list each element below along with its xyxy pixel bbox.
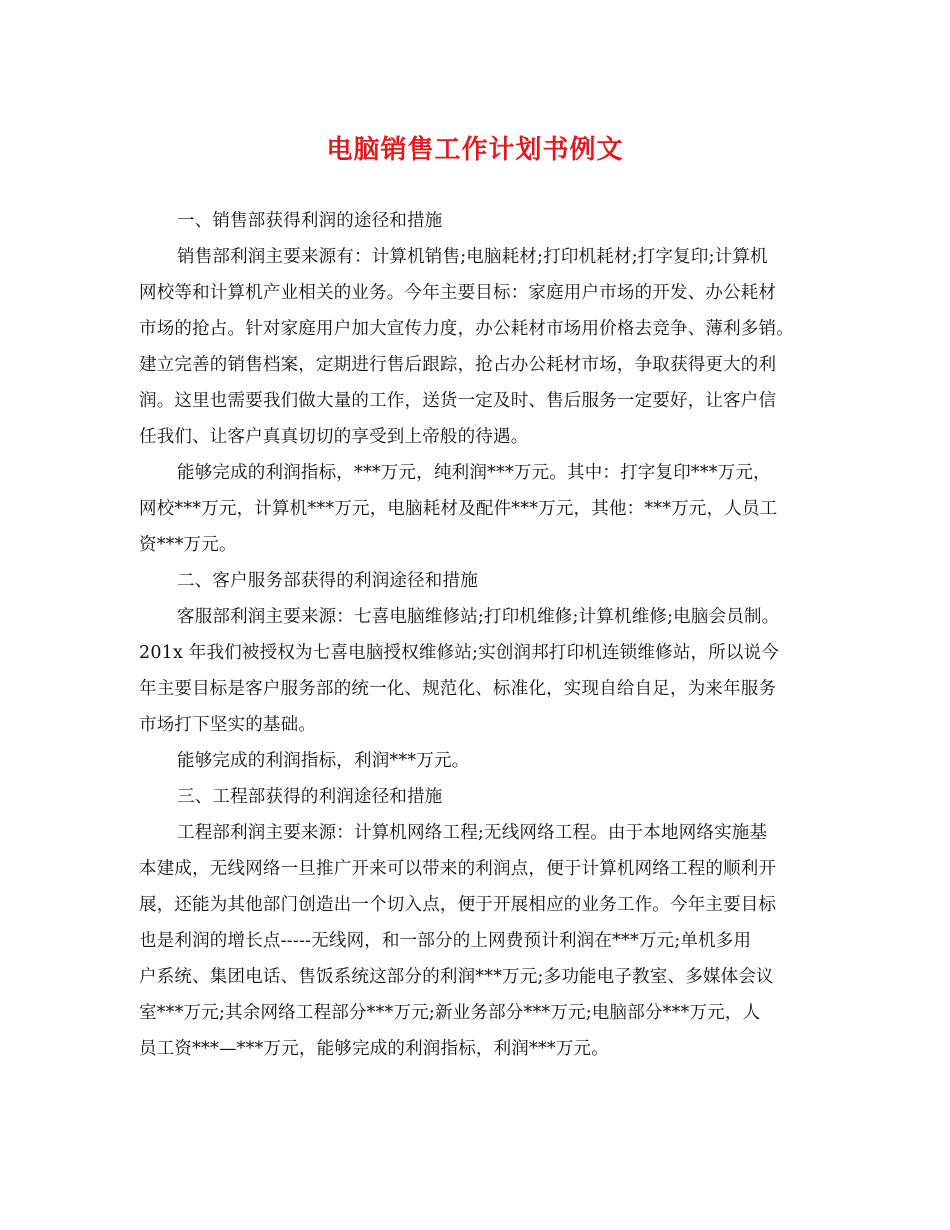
paragraph-line: 任我们、让客户真真切切的享受到上帝般的待遇。 bbox=[139, 427, 529, 447]
section-heading-engineering: 三、工程部获得的利润途径和措施 bbox=[177, 787, 443, 807]
paragraph-line: 201x 年我们被授权为七喜电脑授权维修站;实创润邦打印机连锁维修站，所以说今 bbox=[139, 643, 780, 663]
paragraph-line: 年主要目标是客户服务部的统一化、规范化、标准化，实现自给自足，为来年服务 bbox=[139, 679, 777, 699]
paragraph-line: 客服部利润主要来源：七喜电脑维修站;打印机维修;计算机维修;电脑会员制。 bbox=[177, 607, 780, 627]
paragraph-line: 工程部利润主要来源：计算机网络工程;无线网络工程。由于本地网络实施基 bbox=[177, 823, 768, 843]
paragraph-line: 润。这里也需要我们做大量的工作，送货一定及时、售后服务一定要好，让客户信 bbox=[139, 391, 777, 411]
document-title: 电脑销售工作计划书例文 bbox=[326, 135, 624, 165]
paragraph-line: 建立完善的销售档案，定期进行售后跟踪，抢占办公耗材市场，争取获得更大的利 bbox=[139, 355, 777, 375]
paragraph-line: 能够完成的利润指标，利润***万元。 bbox=[177, 751, 470, 771]
paragraph-line: 网校***万元，计算机***万元，电脑耗材及配件***万元，其他：***万元，人员工 bbox=[139, 499, 778, 519]
paragraph-line: 室***万元;其余网络工程部分***万元;新业务部分***万元;电脑部分***万元，人 bbox=[139, 1003, 761, 1023]
paragraph-line: 资***万元。 bbox=[139, 535, 237, 555]
section-heading-customer-service: 二、客户服务部获得的利润途径和措施 bbox=[177, 571, 478, 591]
paragraph-line: 市场的抢占。针对家庭用户加大宣传力度，办公耗材市场用价格去竞争、薄利多销。 bbox=[139, 319, 794, 339]
paragraph-line: 销售部利润主要来源有：计算机销售;电脑耗材;打印机耗材;打字复印;计算机 bbox=[177, 247, 768, 267]
paragraph-line: 展，还能为其他部门创造出一个切入点，便于开展相应的业务工作。今年主要目标 bbox=[139, 895, 777, 915]
section-heading-sales: 一、销售部获得利润的途径和措施 bbox=[177, 211, 443, 231]
paragraph-line: 户系统、集团电话、售饭系统这部分的利润***万元;多功能电子教室、多媒体会议 bbox=[139, 967, 774, 987]
paragraph-line: 能够完成的利润指标，***万元，纯利润***万元。其中：打字复印***万元， bbox=[177, 463, 771, 483]
paragraph-line: 也是利润的增长点-----无线网，和一部分的上网费预计利润在***万元;单机多用 bbox=[139, 931, 752, 951]
paragraph-line: 本建成，无线网络一旦推广开来可以带来的利润点，便于计算机网络工程的顺利开 bbox=[139, 859, 777, 879]
paragraph-line: 市场打下坚实的基础。 bbox=[139, 715, 316, 735]
paragraph-line: 员工资***—***万元，能够完成的利润指标，利润***万元。 bbox=[139, 1039, 609, 1059]
paragraph-line: 网校等和计算机产业相关的业务。今年主要目标：家庭用户市场的开发、办公耗材 bbox=[139, 283, 777, 303]
